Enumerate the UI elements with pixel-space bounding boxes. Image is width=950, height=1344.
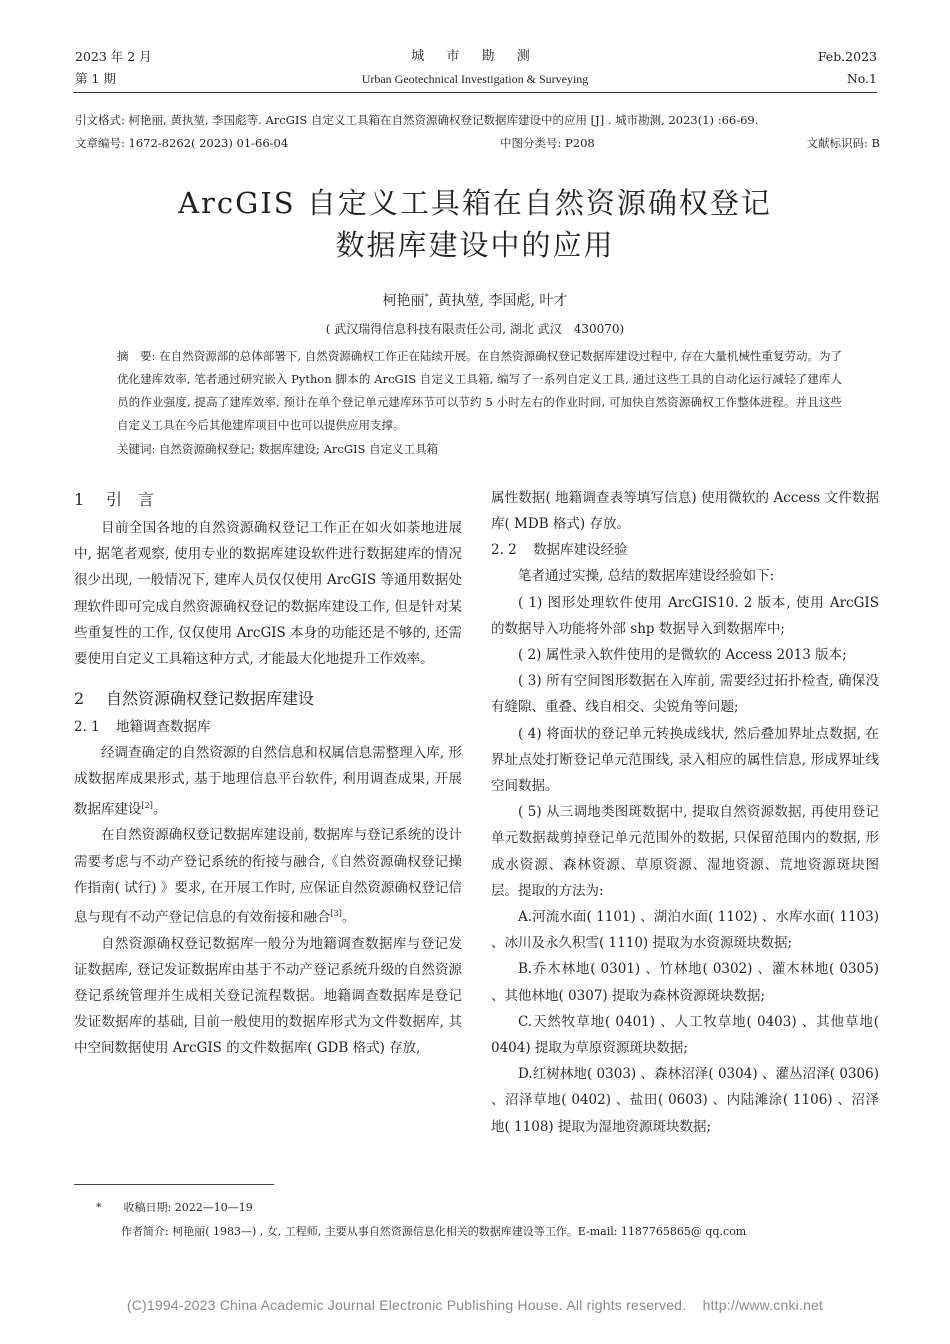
- header-issue-en: No.1: [846, 71, 877, 86]
- keywords-label: 关键词:: [117, 442, 156, 456]
- paragraph: 笔者通过实操, 总结的数据库建设经验如下:: [518, 568, 775, 585]
- section-2-heading: 2 自然资源确权登记数据库建设: [74, 689, 315, 709]
- author-footnote-mark: *: [424, 292, 429, 302]
- reference-mark[interactable]: [3]: [330, 908, 342, 918]
- affiliation: ( 武汉瑞得信息科技有限责任公司, 湖北 武汉 430070): [325, 322, 625, 336]
- paragraph: 属性数据( 地籍调查表等填写信息) 使用微软的 Access 文件数据库( MDB 格式) 存放。: [491, 490, 879, 533]
- reference-mark[interactable]: [2]: [141, 800, 153, 810]
- keywords-text: 自然资源确权登记; 数据库建设; ArcGIS 自定义工具箱: [159, 442, 439, 456]
- footnote-mark: *: [96, 1201, 102, 1214]
- list-item: ( 3) 所有空间图形数据在入库前, 需要经过拓扑检查, 确保没有缝隙、重叠、线自相交、尖锐角等问题;: [491, 673, 879, 716]
- footnote-rule: [74, 1184, 274, 1185]
- list-item: ( 1) 图形处理软件使用 ArcGIS10. 2 版本, 使用 ArcGIS 的数据导入功能将外部 shp 数据导入到数据库中;: [491, 594, 879, 637]
- paragraph: 经调查确定的自然资源的自然信息和权属信息需整理入库, 形成数据库成果形式, 基于地理信息平台软件, 利用调查成果, 开展数据库建设[2]。: [74, 745, 462, 818]
- footnote-received: * 收稿日期: 2022—10—19: [96, 1201, 253, 1214]
- authors: [0, 290, 950, 310]
- copyright-footer: (C)1994-2023 China Academic Journal Electronic Publishing House. All rights reserved. http://www.cnki.net: [126, 1297, 824, 1313]
- header-date-en: Feb.2023: [817, 49, 877, 64]
- other-authors: , 黄执堃, 李国彪, 叶才: [428, 293, 568, 309]
- title-line-2: 数据库建设中的应用: [335, 228, 615, 262]
- section-2-1-heading: 2. 1 地籍调查数据库: [74, 719, 211, 736]
- section-1-heading: 1 引 言: [74, 490, 155, 509]
- list-item: C.天然牧草地( 0401) 、人工牧草地( 0403) 、其他草地( 0404) 提取为草原资源斑块数据;: [491, 1013, 879, 1057]
- document-code: 文献标识码: B: [806, 136, 880, 150]
- abstract-text: 在自然资源部的总体部署下, 自然资源确权工作正在陆续开展。在自然资源确权登记数据库建设过程中, 存在大量机械性重复劳动。为了优化建库效率, 笔者通过研究嵌入 Python 脚本的 ArcGIS 自定义工具箱, 编写了一系列自定义工具, 通过这些工具的自动化运行减轻了建库人员的作业强度, 提高了建库效率, 预计在单个登记单元建库环节可以节约 5 小时左右的作业时间, 可加快自然资源确权工作整体进程。并且这些自定义工具在今后其他建库项目中也可以提供应用支撑。: [117, 349, 843, 432]
- first-author: 柯艳丽: [382, 293, 425, 309]
- article-meta: [75, 133, 880, 153]
- header-date-cn: 2023 年 2 月: [75, 49, 152, 64]
- journal-name-en: Urban Geotechnical Investigation & Surveying: [361, 72, 589, 86]
- journal-name-cn: 城 市 勘 测: [411, 49, 539, 64]
- left-column: [74, 485, 462, 1062]
- paragraph: 目前全国各地的自然资源确权登记工作正在如火如荼地进展中, 据笔者观察, 使用专业的数据库建设软件进行数据建库的情况很少出现, 一般情况下, 建库人员仅仅使用 ArcGIS 等通用数据处理软件即可完成自然资源确权登记的数据库建设工作, 但是针对某些重复性的工作, 仅仅使用 ArcGIS 本身的功能还是不够的, 还需要使用自定义工具箱这种方式, 才能最大化地提升工作效率。: [74, 520, 462, 668]
- list-item: D.红树林地( 0303) 、森林沼泽( 0304) 、灌丛沼泽( 0306) 、沼泽草地( 0402) 、盐田( 0603) 、内陆滩涂( 1106) 、沼泽地( 1108) 提取为湿地资源斑块数据;: [491, 1066, 879, 1135]
- footnote: [96, 1196, 746, 1244]
- article-number: 文章编号: 1672-8262( 2023) 01-66-04: [75, 136, 289, 150]
- citation: 引文格式: 柯艳丽, 黄执堃, 李国彪等. ArcGIS 自定义工具箱在自然资源确权登记数据库建设中的应用 [J] . 城市勘测, 2023(1) :66-69.: [75, 113, 759, 127]
- abstract-label: 摘 要:: [117, 349, 156, 363]
- list-item: ( 4) 将面状的登记单元转换成线状, 然后叠加界址点数据, 在界址点处打断登记单元范围线, 录入相应的属性信息, 形成界址线空间数据。: [491, 725, 879, 795]
- title-line-1: ArcGIS 自定义工具箱在自然资源确权登记: [178, 186, 772, 220]
- paragraph: 自然资源确权登记数据库一般分为地籍调查数据库与登记发证数据库, 登记发证数据库由基于不动产登记系统升级的自然资源登记系统管理并生成相关登记流程数据。地籍调查数据库是登记发证数据库的基础, 目前一般使用的数据库形式为文件数据库, 其中空间数据使用 ArcGIS 的文件数据库( GDB 格式) 存放,: [74, 935, 462, 1057]
- list-item: B.乔木林地( 0301) 、竹林地( 0302) 、灌木林地( 0305) 、其他林地( 0307) 提取为森林资源斑块数据;: [491, 961, 879, 1004]
- keywords: [117, 438, 842, 461]
- list-item: A.河流水面( 1101) 、湖泊水面( 1102) 、水库水面( 1103) 、冰川及永久积雪( 1110) 提取为水资源斑块数据;: [491, 909, 879, 952]
- clc-number: 中图分类号: P208: [499, 136, 595, 150]
- header-center: [0, 46, 950, 90]
- footnote-bio: 作者简介: 柯艳丽( 1983—) , 女, 工程师, 主要从事自然资源信息化相关的数据库建设等工作。E-mail: 1187765865@ qq.com: [121, 1225, 747, 1238]
- section-2-2-heading: 2. 2 数据库建设经验: [491, 542, 628, 559]
- header-issue-cn: 第 1 期: [75, 71, 116, 86]
- paragraph: 在自然资源确权登记数据库建设前, 数据库与登记系统的设计需要考虑与不动产登记系统的衔接与融合,《自然资源确权登记操作指南( 试行) 》要求, 在开展工作时, 应保证自然资源确权登记信息与现有不动产登记信息的有效衔接和融合[3]。: [74, 827, 462, 926]
- list-item: ( 2) 属性录入软件使用的是微软的 Access 2013 版本;: [518, 647, 847, 664]
- list-item: ( 5) 从三调地类图斑数据中, 提取自然资源数据, 再使用登记单元数据裁剪掉登记单元范围外的数据, 只保留范围内的数据, 形成水资源、森林资源、草原资源、湿地资源、荒地资源斑块图层。提取的方法为:: [491, 804, 879, 899]
- header-right: [818, 46, 877, 90]
- paper-title: [0, 182, 950, 266]
- header-rule: [73, 92, 877, 93]
- right-column: [491, 485, 879, 1140]
- abstract: [117, 345, 842, 437]
